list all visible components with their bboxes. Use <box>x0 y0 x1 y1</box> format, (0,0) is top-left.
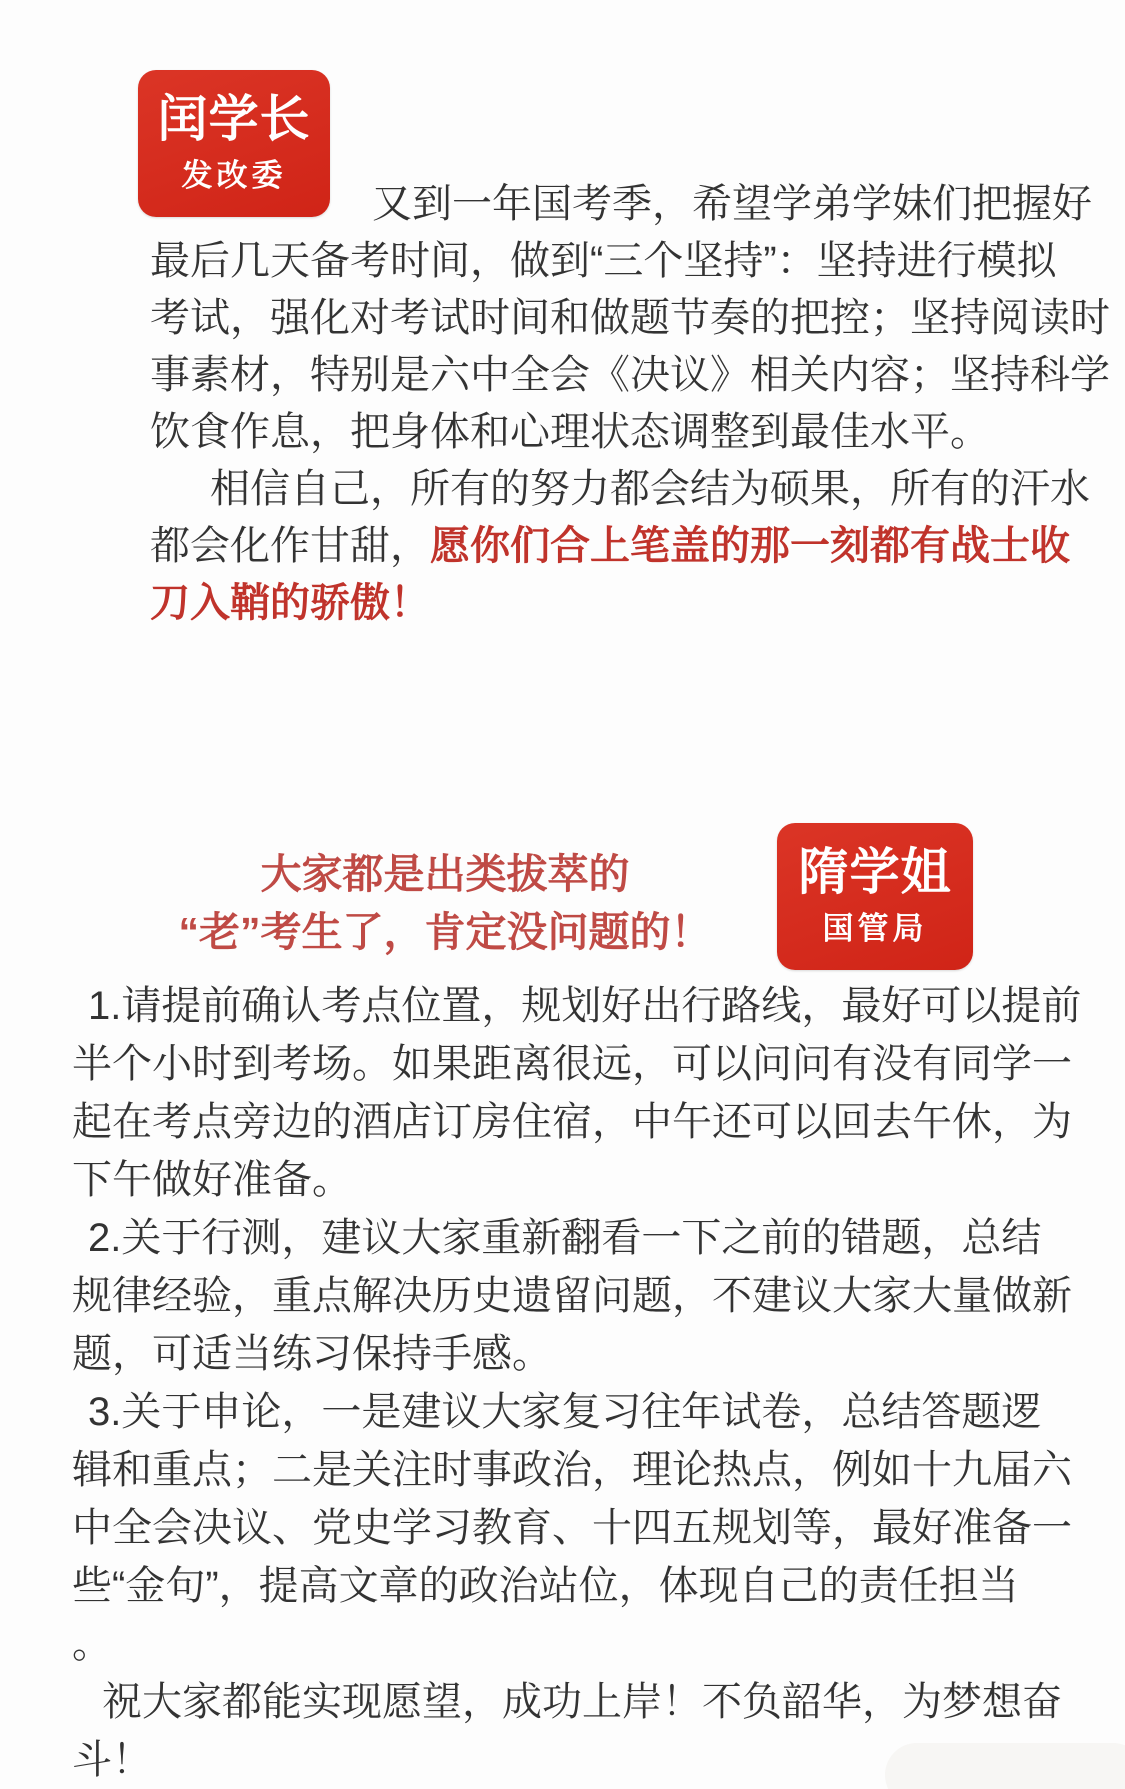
tip2-line3: 题，可适当练习保持手感。 <box>72 1332 552 1376</box>
mentor2-badge <box>777 823 973 970</box>
paragraph2-line1: 相信自己，所有的努力都会结为硕果，所有的汗水 <box>210 467 1090 511</box>
tip3-line1: 3.关于申论，一是建议大家复习往年试卷，总结答题逻 <box>88 1390 1042 1434</box>
tip3-line3: 中全会决议、党史学习教育、十四五规划等，最好准备一 <box>72 1506 1072 1550</box>
paragraph2-line2 <box>150 518 1070 575</box>
tip2-line1: 2.关于行测，建议大家重新翻看一下之前的错题，总结 <box>88 1216 1042 1260</box>
mentor2-headline <box>60 845 830 961</box>
mentor2-headline-line1: 大家都是出类拔萃的 <box>260 851 630 897</box>
tips-list <box>72 977 1087 1789</box>
mentor2-badge-name: 隋学姐 <box>798 844 952 900</box>
paragraph1-line3: 考试，强化对考试时间和做题节奏的把控；坚持阅读时 <box>150 296 1110 340</box>
tip1-line3: 起在考点旁边的酒店订房住宿，中午还可以回去午休，为 <box>72 1100 1072 1144</box>
paragraph1-line2: 最后几天备考时间，做到“三个坚持”：坚持进行模拟 <box>150 239 1057 283</box>
paragraph1-line4: 事素材，特别是六中全会《决议》相关内容；坚持科学 <box>150 353 1110 397</box>
tip1-line4: 下午做好准备。 <box>72 1158 352 1202</box>
tip1-line2: 半个小时到考场。如果距离很远，可以问问有没有同学一 <box>72 1042 1072 1086</box>
mentor1-badge-org: 发改委 <box>181 158 287 193</box>
tip3-line5: 。 <box>72 1622 112 1666</box>
paragraph2-line2-highlight: 愿你们合上笔盖的那一刻都有战士收 <box>430 524 1070 568</box>
tip1-line1: 1.请提前确认考点位置，规划好出行路线，最好可以提前 <box>88 984 1082 1028</box>
mentor1-badge-name: 闰学长 <box>157 91 311 147</box>
paragraph1-line1: 又到一年国考季，希望学弟学妹们把握好 <box>372 182 1092 226</box>
tip3-line2: 辑和重点；二是关注时事政治，理论热点，例如十九届六 <box>72 1448 1072 1492</box>
mentor2-headline-line2: “老”考生了，肯定没问题的！ <box>178 909 712 955</box>
tip3-line4: 些“金句”，提高文章的政治站位，体现自己的责任担当 <box>72 1564 1019 1608</box>
closing-line2: 斗！ <box>72 1738 152 1782</box>
mentor2-badge-org: 国管局 <box>822 911 928 946</box>
paragraph2-line2-plain: 都会化作甘甜， <box>150 524 430 568</box>
paragraph1-line5: 饮食作息，把身体和心理状态调整到最佳水平。 <box>150 410 990 454</box>
tip2-line2: 规律经验，重点解决历史遗留问题，不建议大家大量做新 <box>72 1274 1072 1318</box>
mentor1-message <box>150 176 1110 632</box>
closing-line1: 祝大家都能实现愿望，成功上岸！不负韶华，为梦想奋 <box>102 1680 1062 1724</box>
paragraph2-line3-highlight: 刀入鞘的骄傲！ <box>150 581 430 625</box>
faded-corner-artifact <box>885 1743 1125 1789</box>
